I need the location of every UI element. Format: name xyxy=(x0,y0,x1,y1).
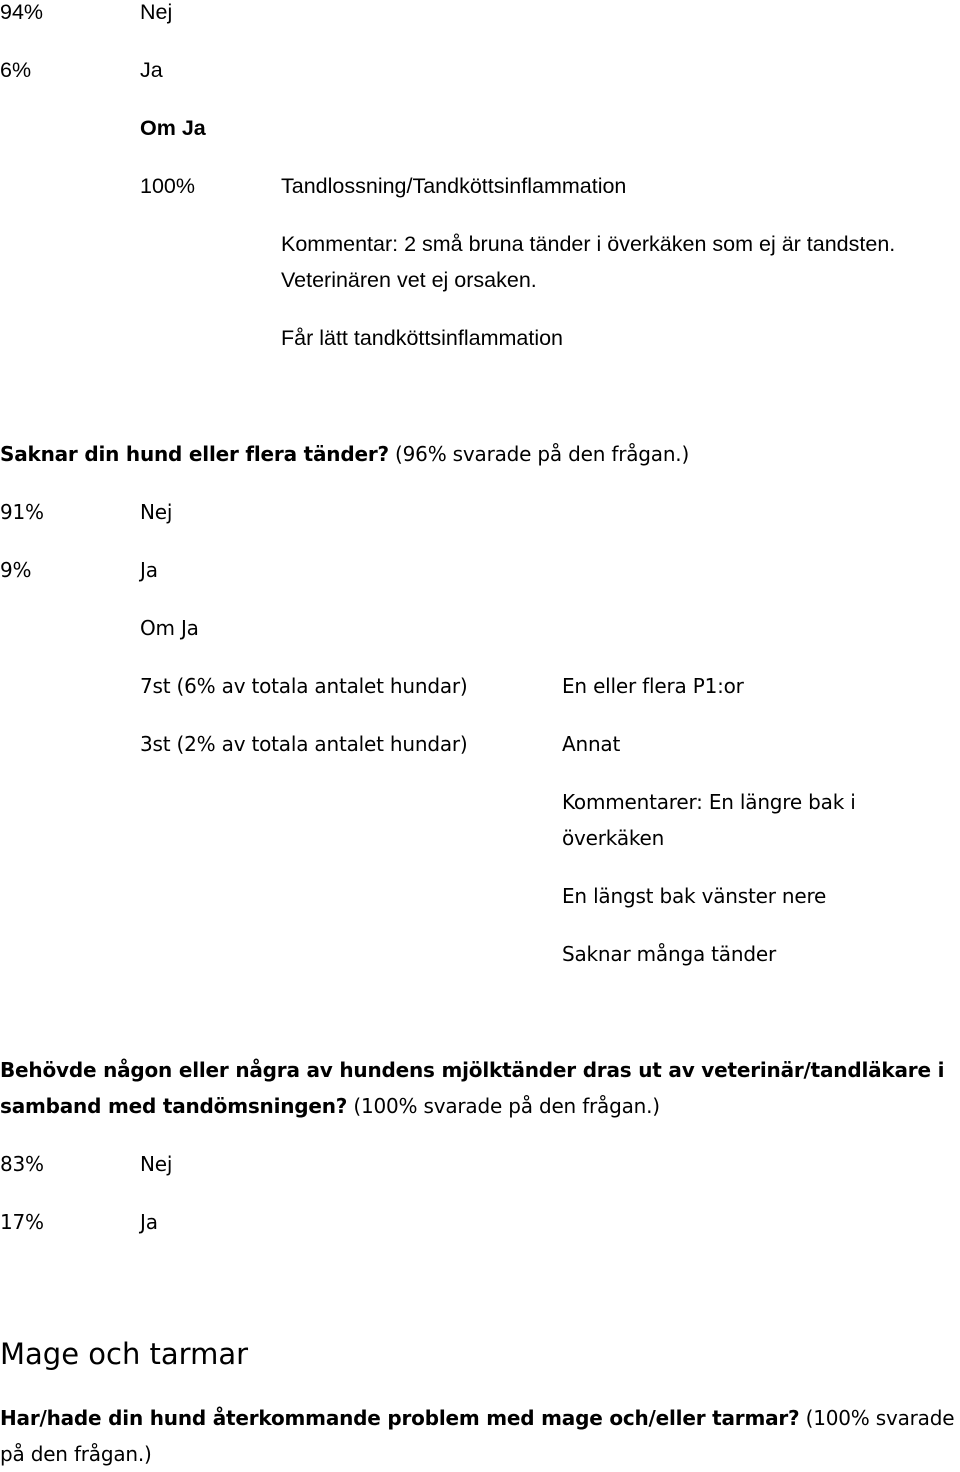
comment-text: Kommentarer: En längre bak i xyxy=(562,790,856,814)
detail-label: Tandlossning/Tandköttsinflammation xyxy=(281,174,627,198)
answer-label: Nej xyxy=(140,0,173,24)
answer-pct: 6% xyxy=(0,58,32,82)
comment-text: En längst bak vänster nere xyxy=(562,884,827,908)
answer-label: Ja xyxy=(140,558,158,582)
question-note: på den frågan.) xyxy=(0,1442,152,1466)
question-note: (100% svarade på den frågan.) xyxy=(347,1094,660,1118)
question-bold: Har/hade din hund återkommande problem med mage och/eller tarmar? xyxy=(0,1406,800,1430)
answer-pct: 91% xyxy=(0,500,44,524)
answer-pct: 9% xyxy=(0,558,32,582)
question-text xyxy=(0,1400,954,1436)
question-text xyxy=(0,1088,660,1124)
answer-pct: 94% xyxy=(0,0,44,24)
section-heading: Mage och tarmar xyxy=(0,1337,249,1371)
question-text xyxy=(0,436,689,472)
answer-label: Ja xyxy=(140,1210,158,1234)
detail-count: 3st (2% av totala antalet hundar) xyxy=(140,732,468,756)
detail-count: 7st (6% av totala antalet hundar) xyxy=(140,674,468,698)
detail-label: Annat xyxy=(562,732,621,756)
question-bold: Saknar din hund eller flera tänder? xyxy=(0,442,389,466)
answer-pct: 83% xyxy=(0,1152,44,1176)
comment-text: överkäken xyxy=(562,826,665,850)
comment-text: Får lätt tandköttsinflammation xyxy=(281,326,564,350)
answer-pct: 17% xyxy=(0,1210,44,1234)
question-bold: samband med tandömsningen? xyxy=(0,1094,348,1118)
answer-label: Nej xyxy=(140,500,173,524)
detail-pct: 100% xyxy=(140,174,195,198)
om-ja-label: Om Ja xyxy=(140,616,199,640)
comment-text: Saknar många tänder xyxy=(562,942,776,966)
answer-label: Nej xyxy=(140,1152,173,1176)
comment-text: Kommentar: 2 små bruna tänder i överkäken som ej är tandsten. xyxy=(281,232,896,256)
answer-label: Ja xyxy=(140,58,163,82)
question-note: (96% svarade på den frågan.) xyxy=(388,442,690,466)
question-text: Behövde någon eller några av hundens mjölktänder dras ut av veterinär/tandläkare i xyxy=(0,1058,945,1082)
question-note: (100% svarade xyxy=(799,1406,955,1430)
detail-label: En eller flera P1:or xyxy=(562,674,744,698)
comment-text: Veterinären vet ej orsaken. xyxy=(281,268,537,292)
om-ja-label: Om Ja xyxy=(140,116,206,140)
